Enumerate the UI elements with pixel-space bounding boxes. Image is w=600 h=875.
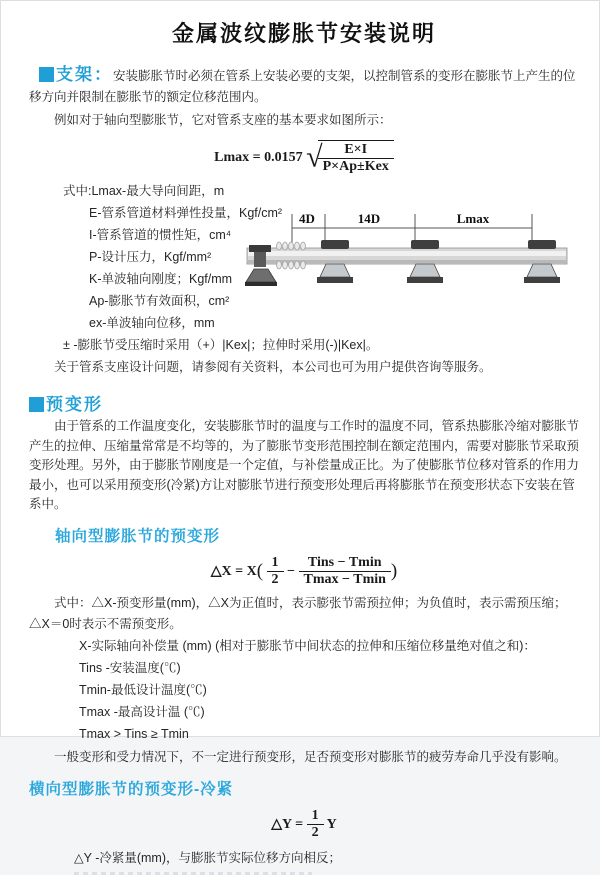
axial-frac2-den: Tmax − Tmin (299, 571, 391, 588)
support-section-heading: 支架： (56, 65, 113, 84)
sqrt-icon: √ (306, 140, 323, 174)
section-bullet-icon (29, 397, 44, 412)
section-bullet-icon (39, 67, 54, 82)
definition-line: E-管系管道材料弹性投量，Kgf/cm² (89, 206, 283, 221)
lateral-formula (29, 808, 579, 841)
formula-denominator: P×Ap±Kex (318, 158, 394, 175)
definition-line: Ap-膨胀节有效面积，cm² (89, 294, 230, 309)
lateral-frac-den: 2 (307, 824, 324, 841)
axial-subheading: 轴向型膨胀节的预变形 (55, 527, 221, 545)
definition-line: ± -膨胀节受压缩时采用（+）|Kex|；拉伸时采用(-)|Kex|。 (63, 338, 379, 353)
axial-frac1-den: 2 (267, 571, 284, 588)
axial-explain-text: 式中：△X-预变形量(mm)，△X为正值时，表示膨张节需预拉伸；为负值时，表示需预压缩；△X＝0时表示不需预变形。 (29, 595, 567, 631)
definition-line: I-管系管道的惯性矩，cm⁴ (89, 228, 232, 243)
lmax-formula (29, 140, 579, 175)
definition-line: P-设计压力，Kgf/mm² (89, 250, 212, 265)
temperature-line: Tins -安装温度(℃) (79, 660, 181, 675)
pipe-support-diagram (245, 210, 593, 312)
formula-numerator: E×I (344, 142, 368, 157)
formula-lhs: Lmax = 0.0157 (214, 149, 303, 165)
temperature-inequality: Tmax > Tins ≥ Tmin (79, 726, 189, 741)
lateral-frac-num: 1 (311, 807, 319, 823)
axial-note-text: 一般变形和受力情况下，不一定进行预变形，足否预变形对膨胀节的疲劳寿命几乎没有影响。 (54, 749, 567, 764)
axial-frac1-num: 1 (271, 554, 279, 570)
temperature-line: Tmin-最低设计温度(℃) (79, 682, 207, 697)
dim-label-14d: 14D (357, 211, 381, 227)
close-paren: ) (390, 560, 398, 582)
predeform-heading-text: 预变形 (46, 395, 103, 415)
lateral-subheading: 横向型膨胀节的预变形-冷紧 (29, 780, 234, 798)
axial-frac2-num: Tins − Tmin (307, 554, 382, 570)
support-note-text: 关于管系支座设计问题，请参阅有关资料，本公司也可为用户提供咨询等服务。 (54, 360, 492, 375)
support-example-text: 例如对于轴向型膨胀节，它对管系支座的基本要求如图所示： (54, 113, 392, 127)
axial-formula (29, 555, 579, 588)
definitions-and-diagram (29, 180, 579, 378)
lateral-formula-prefix: △Y = (271, 816, 304, 832)
dim-label-lmax: Lmax (456, 211, 490, 227)
temperature-line: Tmax -最高设计温 (℃) (79, 704, 205, 719)
page-title: 金属波纹膨胀节安装说明 (171, 21, 436, 46)
minus-sign: − (287, 563, 296, 579)
axial-x-definition: X-实际轴向补偿量 (mm) (相对于膨胀节中间状态的拉伸和压缩位移量绝对值之和)： (79, 638, 536, 653)
definition-line: ex-单波轴向位移，mm (89, 316, 215, 331)
predeform-body-text: 由于管系的工作温度变化，安装膨胀节时的温度与工作时的温度不同，管系热膨胀冷缩对膨胀节产生的拉伸、压缩量常常是不均等的，为了膨胀节变形范围控制在额定范围内，需要对膨胀节采取预变形处理。另外，由于膨胀节刚度是一个定值，与补偿量成正比。为了使膨胀节位移对管系的作用力最小，也可以采用预变形(冷紧)方让对膨胀节进行预变形处理后再将膨胀节在预变形状态下安装在管系中。 (29, 419, 580, 512)
lateral-formula-suffix: Y (326, 816, 337, 832)
definition-line: 式中:Lmax-最大导向间距，m (63, 184, 225, 199)
support-intro-text: 安装膨胀节时必须在管系上安装必要的支架，以控制管系的变形在膨胀节上产生的位移方向并限制在膨胀节的额定位移范围内。 (29, 69, 576, 104)
open-paren: ( (256, 560, 264, 582)
lateral-y-definition: △Y -冷紧量(mm)，与膨胀节实际位移方向相反； (74, 851, 342, 866)
dim-label-4d: 4D (299, 211, 315, 227)
support-section-paragraph (29, 64, 579, 108)
predeform-section-heading (29, 390, 579, 415)
definition-line: K-单波轴向刚度；Kgf/mm (89, 272, 233, 287)
axial-formula-prefix: △X = X (210, 563, 257, 579)
